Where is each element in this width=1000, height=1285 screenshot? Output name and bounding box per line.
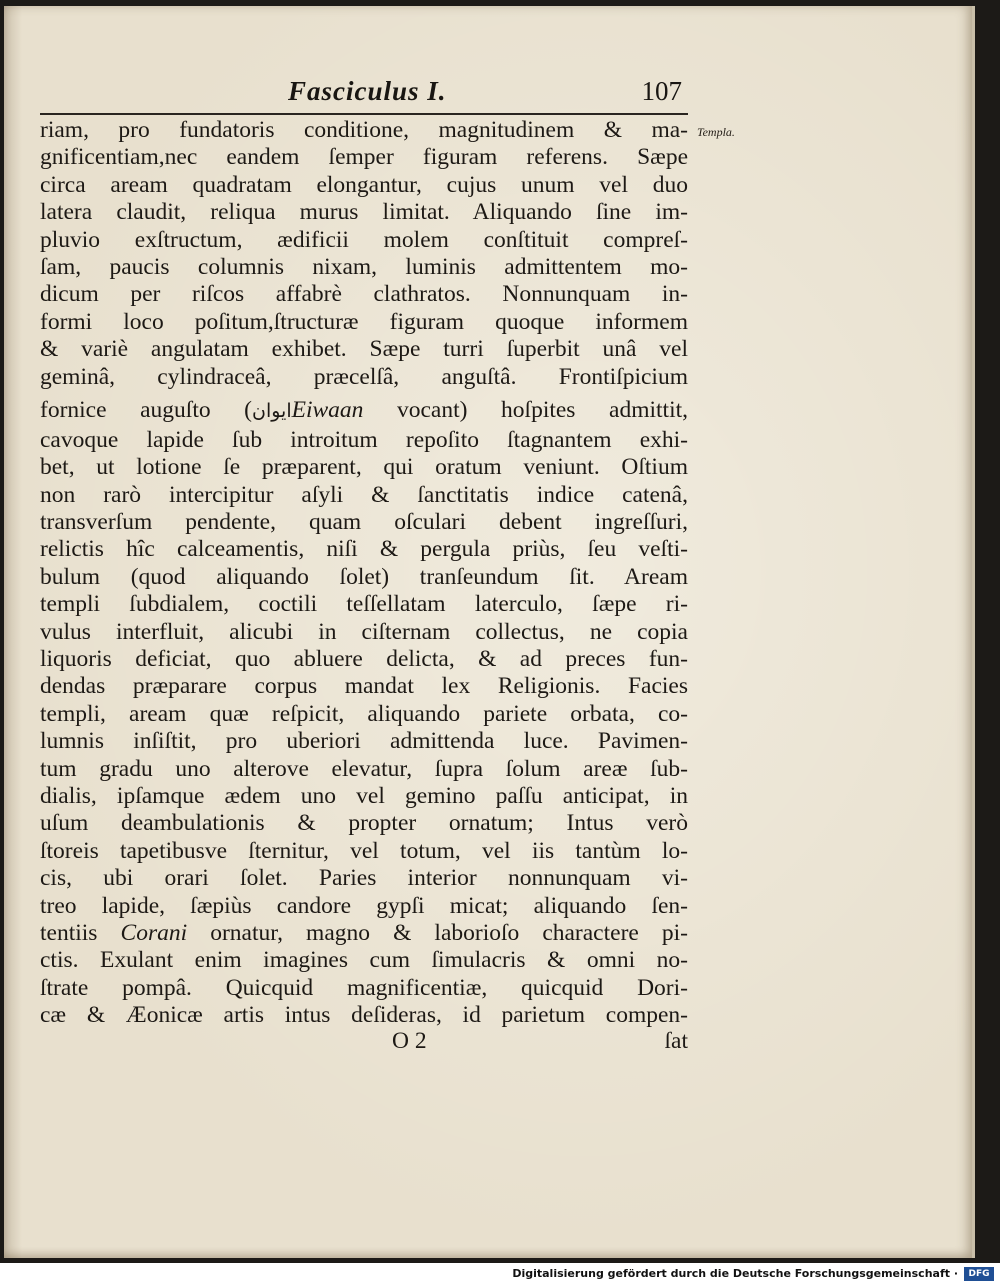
page-edge bbox=[972, 6, 975, 1258]
text-line: cæ & Æonicæ artis intus deſideras, id parietum compen- bbox=[40, 1002, 688, 1029]
text-line-corani bbox=[40, 920, 688, 947]
text-line: ſam, paucis columnis nixam, luminis admittentem mo- bbox=[40, 253, 688, 280]
margin-note: Templa. bbox=[697, 125, 735, 139]
text-line: templi, aream quæ reſpicit, aliquando pariete orbata, co- bbox=[40, 700, 688, 727]
header-rule bbox=[40, 113, 688, 115]
text-fragment: tentiis bbox=[40, 919, 121, 946]
text-line: vulus interfluit, alicubi in ciſternam collectus, ne copia bbox=[40, 618, 688, 645]
text-fragment: fornice auguſto ( bbox=[40, 396, 252, 423]
text-line: dendas præparare corpus mandat lex Religionis. Facies bbox=[40, 673, 688, 700]
text-line: geminâ, cylindraceâ, præcelſâ, anguſtâ. Frontiſpicium bbox=[40, 363, 688, 390]
text-line: circa aream quadratam elongantur, cujus unum vel duo bbox=[40, 171, 688, 198]
body-text bbox=[40, 117, 688, 1030]
text-line: relictis hîc calceamentis, niſi & pergula priùs, ſeu veſti- bbox=[40, 536, 688, 563]
text-line: ctis. Exulant enim imagines cum ſimulacris & omni no- bbox=[40, 947, 688, 974]
text-line: transverſum pendente, quam oſculari debent ingreſſuri, bbox=[40, 509, 688, 536]
text-line: pluvio exſtructum, ædificii molem conſtituit compreſ- bbox=[40, 226, 688, 253]
text-line: lumnis inſiſtit, pro uberiori admittenda luce. Pavimen- bbox=[40, 728, 688, 755]
text-fragment: vocant) hoſpites admittit, bbox=[363, 396, 689, 423]
text-line: cavoque lapide ſub introitum repoſito ſtagnantem exhi- bbox=[40, 426, 688, 453]
footer-bar bbox=[0, 1263, 1000, 1285]
page-number: 107 bbox=[641, 76, 682, 106]
italic-word: Corani bbox=[120, 919, 188, 946]
text-line: & variè angulatam exhibet. Sæpe turri ſuperbit unâ vel bbox=[40, 336, 688, 363]
running-head bbox=[40, 76, 688, 114]
text-line: tum gradu uno alterove elevatur, ſupra ſolum areæ ſub- bbox=[40, 755, 688, 782]
text-line: cis, ubi orari ſolet. Paries interior nonnunquam vi- bbox=[40, 865, 688, 892]
text-line: riam, pro fundatoris conditione, magnitudinem & ma- bbox=[40, 117, 688, 143]
arabic-word: ايوان bbox=[252, 399, 292, 422]
text-line: bet, ut lotione ſe præparent, qui oratum veniunt. Oſtium bbox=[40, 454, 688, 481]
signature-mark: O 2 bbox=[392, 1028, 427, 1054]
italic-word: Eiwaan bbox=[291, 396, 364, 423]
text-line: latera claudit, reliqua murus limitat. Aliquando ſine im- bbox=[40, 199, 688, 226]
catchword: ſat bbox=[664, 1028, 688, 1054]
text-line: gnificentiam,nec eandem ſemper figuram referens. Sæpe bbox=[40, 144, 688, 171]
text-line-arabic bbox=[40, 393, 688, 427]
funding-notice: Digitalisierung gefördert durch die Deutsche Forschungsgemeinschaft · bbox=[512, 1267, 958, 1280]
text-line: templi ſubdialem, coctili teſſellatam laterculo, ſæpe ri- bbox=[40, 591, 688, 618]
text-line: ſtrate pompâ. Quicquid magnificentiæ, quicquid Dori- bbox=[40, 974, 688, 1001]
running-head-title: Fasciculus I. bbox=[288, 76, 447, 106]
text-line: dialis, ipſamque ædem uno vel gemino paſſu anticipat, in bbox=[40, 782, 688, 809]
text-line: uſum deambulationis & propter ornatum; Intus verò bbox=[40, 810, 688, 837]
text-line: non rarò intercipitur aſyli & ſanctitatis indice catenâ, bbox=[40, 481, 688, 508]
text-line: liquoris deficiat, quo abluere delicta, & ad preces fun- bbox=[40, 646, 688, 673]
text-line: treo lapide, ſæpiùs candore gypſi micat; aliquando ſen- bbox=[40, 892, 688, 919]
text-line: formi loco poſitum,ſtructuræ figuram quoque informem bbox=[40, 308, 688, 335]
text-fragment: ornatur, magno & laborioſo charactere pi- bbox=[187, 919, 688, 946]
text-line: bulum (quod aliquando ſolet) tranſeundum ſit. Aream bbox=[40, 563, 688, 590]
text-line: dicum per riſcos affabrè clathratos. Nonnunquam in- bbox=[40, 281, 688, 308]
page-foot bbox=[40, 1028, 688, 1056]
text-line: ſtoreis tapetibusve ſternitur, vel totum, vel iis tantùm lo- bbox=[40, 837, 688, 864]
dfg-logo: DFG bbox=[964, 1267, 994, 1281]
